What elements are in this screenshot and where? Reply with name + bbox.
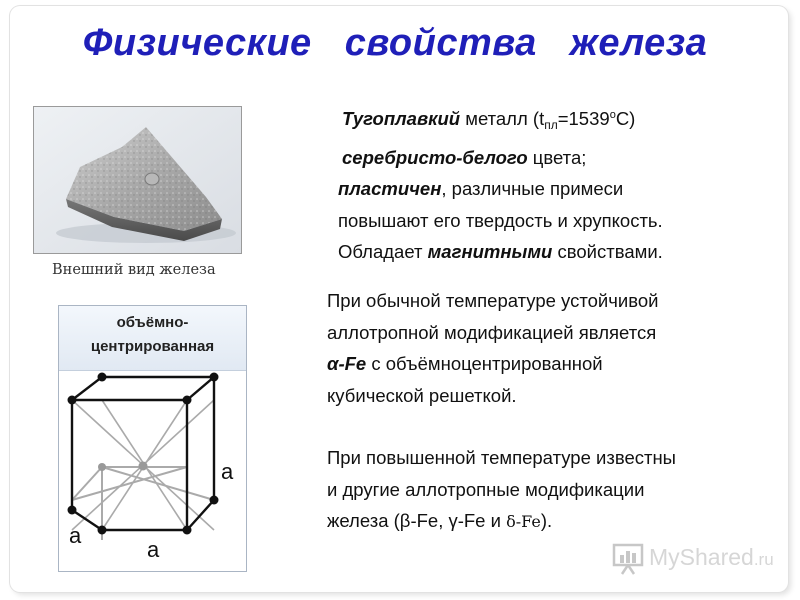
allotropy-line-4: кубической решеткой.: [327, 384, 517, 406]
high-temp-line-2: и другие аллотропные модификации: [327, 478, 645, 500]
center-atom: [139, 462, 148, 471]
allotropy-paragraph: [327, 285, 658, 411]
allotropy-line-3: α-Fe с объёмноцентрированной: [327, 353, 603, 374]
myshared-watermark: [612, 541, 774, 575]
photo-caption: Внешний вид железа: [52, 262, 216, 278]
lattice-header-line1: объёмно-: [116, 314, 189, 331]
corner-atoms: [68, 373, 219, 535]
edge-label-right: a: [221, 459, 234, 484]
properties-line-2: серебристо-белого цвета;: [342, 146, 587, 168]
lattice-header-line2: центрированная: [90, 338, 215, 355]
high-temp-line-3: железа (β-Fe, γ-Fe и δ-Fe).: [327, 510, 553, 531]
properties-line-4: повышают его твердость и хрупкость.: [338, 209, 663, 231]
properties-line-5: Обладает магнитными свойствами.: [338, 241, 663, 262]
lattice-header: [59, 306, 246, 371]
allotropy-line-2: аллотропной модификацией является: [327, 321, 657, 343]
high-temp-line-1: При повышенной температуре известны: [327, 447, 676, 468]
edge-label-front: a: [147, 537, 160, 562]
properties-line-3: пластичен, различные примеси: [338, 178, 624, 199]
bcc-lattice-diagram: [58, 305, 247, 572]
bcc-cube-drawing: [59, 370, 246, 570]
iron-sample-photo: [33, 106, 242, 254]
visible-edges: [72, 377, 214, 530]
properties-line-1: Тугоплавкий металл $(t_{пл}=1539^oC)$: [342, 108, 636, 132]
edge-label-depth: a: [69, 523, 82, 548]
watermark-text: MyShared.ru: [649, 544, 774, 570]
high-temp-paragraph: [327, 442, 676, 538]
slide-title: Физические свойства железа: [82, 22, 708, 64]
allotropy-line-1: При обычной температуре устойчивой: [327, 290, 659, 311]
properties-paragraph: [338, 100, 663, 268]
presentation-icon: [612, 541, 646, 575]
iron-sample-image: [34, 107, 241, 253]
